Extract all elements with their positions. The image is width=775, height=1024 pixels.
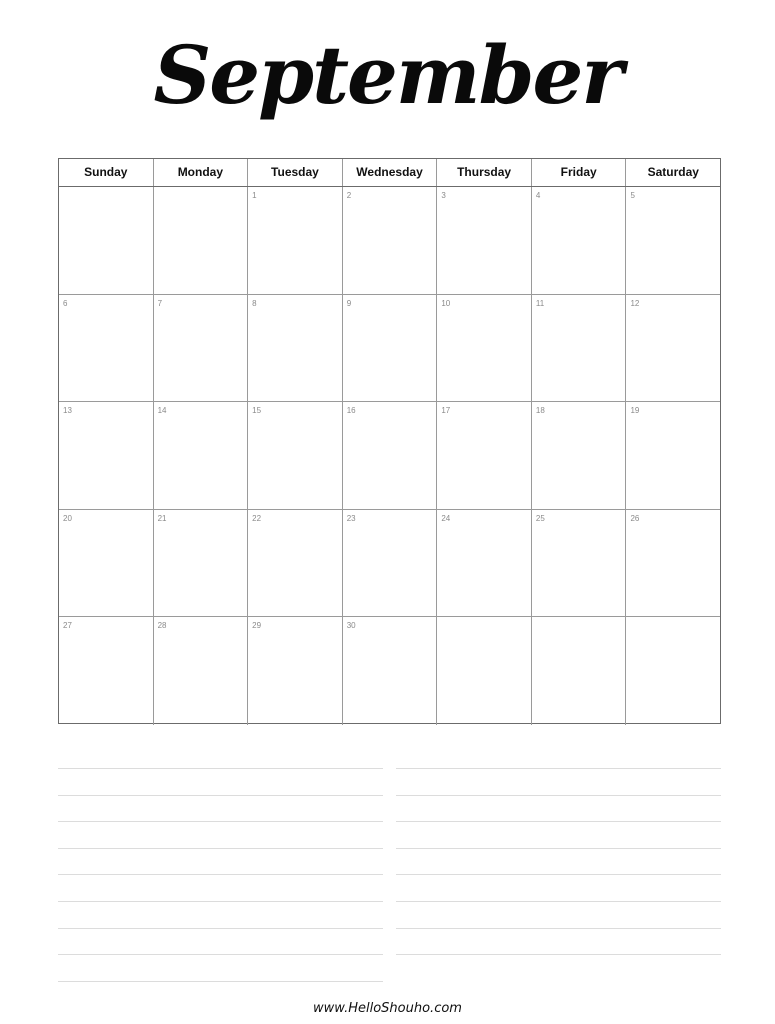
- day-cell[interactable]: [437, 510, 532, 617]
- day-number: 7: [157, 298, 163, 308]
- day-cell[interactable]: [59, 617, 154, 725]
- day-cell[interactable]: [59, 187, 154, 294]
- day-number: 9: [346, 298, 352, 308]
- week-row: [59, 295, 720, 403]
- note-line[interactable]: [58, 928, 383, 955]
- day-cell[interactable]: [626, 295, 720, 402]
- day-number: 22: [252, 513, 262, 523]
- day-cell[interactable]: [248, 617, 343, 725]
- weekday-wednesday: Wednesday: [343, 159, 438, 186]
- day-cell[interactable]: [248, 510, 343, 617]
- day-number: 16: [346, 406, 356, 416]
- notes-left: [58, 768, 383, 1007]
- week-row: [59, 187, 720, 295]
- day-number: 21: [157, 513, 167, 523]
- notes-right: [396, 768, 721, 981]
- day-number: 12: [630, 298, 640, 308]
- day-number: 6: [63, 298, 68, 308]
- note-line[interactable]: [396, 954, 721, 981]
- weeks-container: [59, 187, 720, 725]
- day-number: 15: [252, 406, 262, 416]
- day-number: 11: [535, 298, 545, 308]
- day-number: 30: [346, 621, 356, 631]
- weekday-sunday: Sunday: [59, 159, 154, 186]
- day-number: 2: [346, 191, 352, 200]
- day-cell[interactable]: [59, 510, 154, 617]
- day-cell[interactable]: [532, 617, 627, 725]
- weekday-saturday: Saturday: [647, 165, 699, 179]
- note-line[interactable]: [396, 795, 721, 822]
- day-cell[interactable]: [154, 295, 249, 402]
- week-row: [59, 402, 720, 510]
- day-number: 5: [630, 191, 635, 200]
- day-number: 27: [63, 621, 72, 631]
- note-line[interactable]: [58, 901, 383, 928]
- week-row: [59, 617, 720, 725]
- note-line[interactable]: [58, 954, 383, 981]
- weekday-thursday: Thursday: [437, 159, 532, 186]
- day-number: 26: [630, 513, 640, 523]
- note-line[interactable]: [58, 848, 383, 875]
- note-line[interactable]: [58, 768, 383, 795]
- weekday-monday: Monday: [154, 159, 249, 186]
- day-cell[interactable]: [437, 617, 532, 725]
- weekday-tuesday: Tuesday: [248, 159, 343, 186]
- day-cell[interactable]: [154, 510, 249, 617]
- week-row: [59, 510, 720, 618]
- day-number: 23: [346, 513, 356, 523]
- weekday-friday: Friday: [532, 159, 627, 186]
- note-line[interactable]: [396, 768, 721, 795]
- day-cell[interactable]: [248, 187, 343, 294]
- day-number: 28: [157, 621, 167, 631]
- day-cell[interactable]: [343, 402, 438, 509]
- day-cell[interactable]: [532, 187, 627, 294]
- weekday-header-row: [59, 159, 720, 187]
- day-number: 4: [535, 191, 541, 200]
- day-number: 10: [441, 298, 451, 308]
- day-cell[interactable]: [437, 187, 532, 294]
- day-cell[interactable]: [59, 402, 154, 509]
- day-cell[interactable]: [154, 402, 249, 509]
- day-number: 1: [252, 191, 257, 200]
- day-cell[interactable]: [343, 295, 438, 402]
- day-cell[interactable]: [626, 617, 720, 725]
- day-number: 14: [157, 406, 167, 416]
- day-cell[interactable]: [248, 295, 343, 402]
- day-cell[interactable]: [154, 187, 249, 294]
- note-line[interactable]: [396, 821, 721, 848]
- day-number: 17: [441, 406, 451, 416]
- day-cell[interactable]: [437, 295, 532, 402]
- footer-url: www.HelloShouho.com: [313, 1001, 462, 1016]
- day-cell[interactable]: [343, 617, 438, 725]
- day-number: 20: [63, 513, 72, 523]
- day-cell[interactable]: [626, 402, 720, 509]
- day-number: 29: [252, 621, 262, 631]
- day-number: 24: [441, 513, 451, 523]
- day-cell[interactable]: [626, 510, 720, 617]
- note-line[interactable]: [396, 874, 721, 901]
- note-line[interactable]: [58, 821, 383, 848]
- day-number: 18: [535, 406, 545, 416]
- day-cell[interactable]: [343, 510, 438, 617]
- day-number: 25: [535, 513, 545, 523]
- day-cell[interactable]: [532, 402, 627, 509]
- note-line[interactable]: [396, 848, 721, 875]
- note-line[interactable]: [396, 901, 721, 928]
- day-cell[interactable]: [626, 187, 720, 294]
- day-cell[interactable]: [437, 402, 532, 509]
- day-number: 3: [441, 191, 446, 200]
- note-line[interactable]: [396, 928, 721, 955]
- day-number: 13: [63, 406, 72, 416]
- day-cell[interactable]: [154, 617, 249, 725]
- day-cell[interactable]: [248, 402, 343, 509]
- day-number: 19: [630, 406, 640, 416]
- day-number: 8: [252, 298, 257, 308]
- note-line[interactable]: [58, 874, 383, 901]
- day-cell[interactable]: [532, 295, 627, 402]
- calendar-grid: [58, 158, 721, 724]
- day-cell[interactable]: [59, 295, 154, 402]
- page-title: September: [153, 28, 622, 122]
- day-cell[interactable]: [532, 510, 627, 617]
- day-cell[interactable]: [343, 187, 438, 294]
- note-line[interactable]: [58, 795, 383, 822]
